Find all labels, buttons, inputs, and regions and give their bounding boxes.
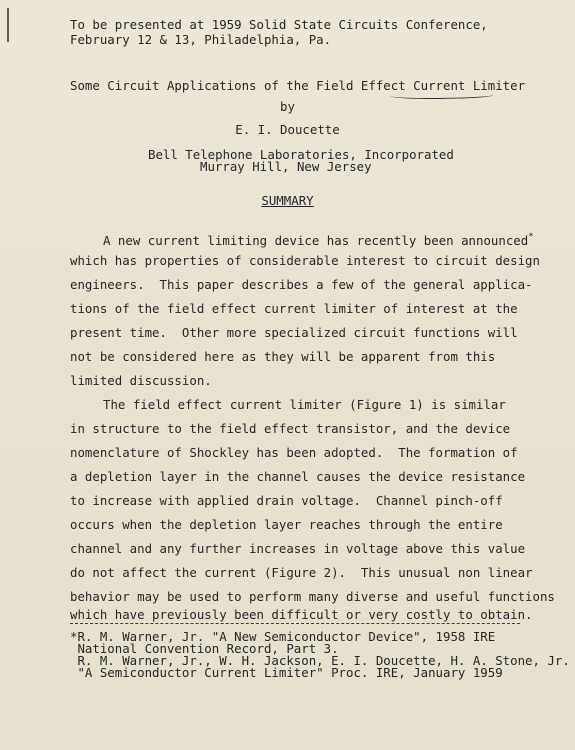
paragraph-1-line-1-text: A new current limiting device has recently been announced <box>103 233 529 248</box>
byline-by: by <box>280 99 295 114</box>
paragraph-1-line-7: limited discussion. <box>70 373 212 388</box>
paragraph-2-line-8: do not affect the current (Figure 2). This unusual non linear <box>70 565 533 580</box>
paragraph-1-line-4: tions of the field effect current limiter of interest at the <box>70 301 518 316</box>
paragraph-2-line-2: in structure to the field effect transistor, and the device <box>70 421 511 436</box>
paragraph-1-line-3: engineers. This paper describes a few of the general applica- <box>70 277 533 292</box>
paragraph-2-line-4: a depletion layer in the channel causes the device resistance <box>70 469 526 484</box>
paper-title: Some Circuit Applications of the Field Effect Current Limiter <box>70 78 526 93</box>
footnote-line-2: National Convention Record, Part 3. <box>70 641 339 656</box>
paragraph-1-line-2: which has properties of considerable interest to circuit design <box>70 253 540 268</box>
paragraph-2-line-5: to increase with applied drain voltage. Channel pinch-off <box>70 493 503 508</box>
paragraph-1-line-1 <box>103 230 534 248</box>
footnote-line-1: *R. M. Warner, Jr. "A New Semiconductor Device", 1958 IRE <box>70 629 496 644</box>
footnote-line-4: "A Semiconductor Current Limiter" Proc. IRE, January 1959 <box>70 665 503 680</box>
margin-mark <box>7 8 9 42</box>
paragraph-2-line-3: nomenclature of Shockley has been adopted. The formation of <box>70 445 518 460</box>
section-heading-summary: SUMMARY <box>261 193 314 208</box>
header-line-2: February 12 & 13, Philadelphia, Pa. <box>70 32 332 47</box>
paragraph-2-line-7: channel and any further increases in voltage above this value <box>70 541 526 556</box>
paragraph-2-line-6: occurs when the depletion layer reaches through the entire <box>70 517 503 532</box>
location: Murray Hill, New Jersey <box>200 159 372 174</box>
affiliation: Bell Telephone Laboratories, Incorporated <box>148 147 454 162</box>
paragraph-1-line-5: present time. Other more specialized circuit functions will <box>70 325 518 340</box>
paragraph-2-line-1: The field effect current limiter (Figure 1) is similar <box>103 397 506 412</box>
author-name: E. I. Doucette <box>235 122 340 137</box>
footnote-line-3: R. M. Warner, Jr., W. H. Jackson, E. I. Doucette, H. A. Stone, Jr. <box>70 653 570 668</box>
paragraph-2-line-9: behavior may be used to perform many diverse and useful functions <box>70 589 555 604</box>
header-line-1: To be presented at 1959 Solid State Circuits Conference, <box>70 17 488 32</box>
footnote-marker: * <box>528 232 534 242</box>
footnote-separator <box>70 623 520 624</box>
paragraph-2-line-10: which have previously been difficult or very costly to obtain. <box>70 607 533 622</box>
paragraph-1-line-6: not be considered here as they will be apparent from this <box>70 349 496 364</box>
handwritten-underline <box>390 91 493 100</box>
